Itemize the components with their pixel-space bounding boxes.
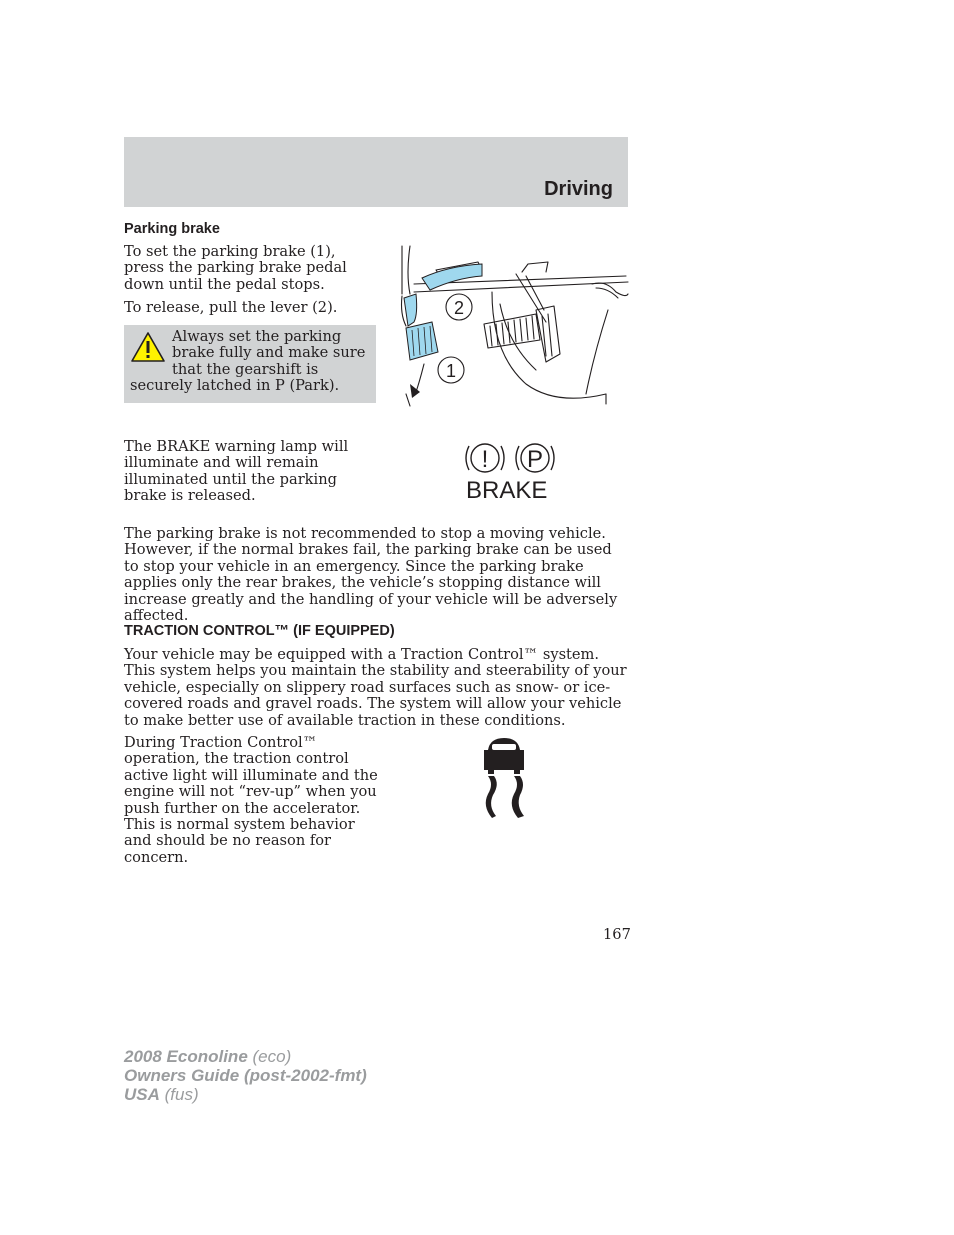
traction-control-car-icon — [480, 736, 530, 820]
footer-line-3 — [124, 1085, 367, 1104]
parking-brake-emergency-text: The parking brake is not recommended to stop a moving vehicle. However, if the normal brakes fail, the parking brake can be used to stop your vehicle in an emergency. Since the parking brake applies only the rear brakes, the vehicle’s stopping distance will increase greatly and the handling of your vehicle will be adversely affected. — [124, 525, 618, 625]
parking-brake-set-text: To set the parking brake (1), press the parking brake pedal down until the pedal stops. — [124, 243, 347, 293]
footer-line-2 — [124, 1066, 367, 1085]
traction-control-operation-text: During Traction Control™ operation, the traction control active light will illuminate and the engine will not “rev-up” when you push further on the accelerator. This is normal system behavior and should be no reason for concern. — [124, 734, 378, 866]
callout-lever-label: 2 — [453, 298, 465, 318]
parking-brake-release-text: To release, pull the lever (2). — [124, 299, 338, 316]
lamp-brake-label: BRAKE — [466, 477, 548, 504]
traction-control-heading: TRACTION CONTROL™ (IF EQUIPPED) — [124, 623, 395, 639]
footer-market: USA — [124, 1085, 160, 1104]
brake-warning-lamp-symbol — [460, 440, 560, 506]
footer-market-code: (fus) — [159, 1085, 199, 1104]
brake-lamp-text: The BRAKE warning lamp will illuminate and will remain illuminated until the parking brake is released. — [124, 438, 349, 505]
brake-lamp-circles-icon — [460, 440, 560, 476]
section-title: Driving — [544, 178, 613, 200]
callout-pedal-label: 1 — [445, 361, 457, 381]
parking-brake-heading: Parking brake — [124, 221, 220, 237]
footer-model: 2008 Econoline — [124, 1047, 248, 1066]
warning-box — [124, 325, 376, 403]
page-number: 167 — [603, 926, 631, 943]
parking-brake-illustration — [396, 244, 630, 408]
lamp-p: P — [526, 446, 544, 473]
footer-guide: Owners Guide (post-2002-fmt) — [124, 1066, 367, 1085]
section-header-band — [124, 137, 628, 207]
footer-model-code: (eco) — [247, 1047, 292, 1066]
warning-text: Always set the parking brake fully and make sure that the gearshift is securely latched in P (Park). — [130, 328, 366, 395]
traction-control-intro-text: Your vehicle may be equipped with a Traction Control™ system. This system helps you maintain the stability and steerability of your vehicle, especially on slippery road surfaces such as snow- or ice-covered roads and gravel roads. The system will allow your vehicle to make better use of available traction in these conditions. — [124, 646, 627, 729]
footer-line-1 — [124, 1047, 367, 1066]
document-footer — [124, 1047, 367, 1104]
lamp-exclamation: ! — [481, 446, 489, 473]
